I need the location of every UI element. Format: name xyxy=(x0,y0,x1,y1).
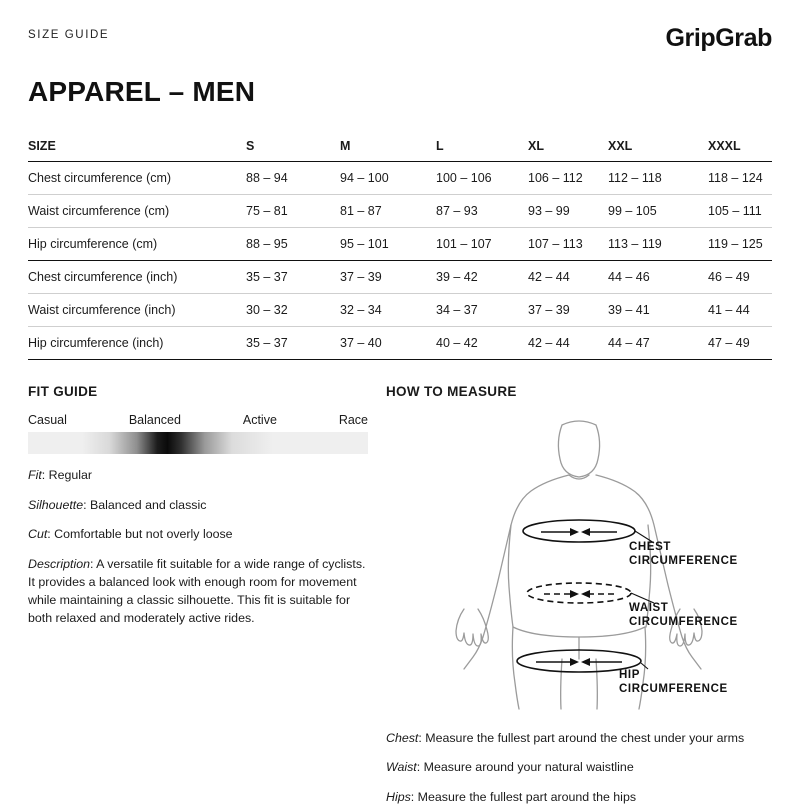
silhouette-key: Silhouette xyxy=(28,497,84,512)
silhouette-value: : Balanced and classic xyxy=(83,497,207,512)
column-header-xl: XL xyxy=(528,139,544,153)
fit-scale-active: Active xyxy=(242,413,277,427)
page-title: APPAREL – MEN xyxy=(28,76,256,107)
cell-m: 95 – 101 xyxy=(340,237,389,251)
waist-label-line2: CIRCUMFERENCE xyxy=(629,615,738,628)
column-header-l: L xyxy=(436,139,444,153)
fit-description xyxy=(28,556,368,628)
fit-scale-labels xyxy=(28,413,368,427)
row-label: Chest circumference (inch) xyxy=(28,270,178,284)
cell-s: 35 – 37 xyxy=(246,336,288,350)
size-table-header-row xyxy=(28,130,772,162)
cell-xl: 93 – 99 xyxy=(528,204,570,218)
waist-measure-line xyxy=(527,583,654,603)
fit-key: Fit xyxy=(28,468,42,482)
cell-xxxl: 46 – 49 xyxy=(708,270,750,284)
chest-label-line1: CHEST xyxy=(629,541,671,553)
column-header-xxl: XXL xyxy=(608,139,633,153)
page-header xyxy=(28,26,772,60)
cell-xxxl: 119 – 125 xyxy=(708,237,763,251)
fit-scale-gradient-bar xyxy=(28,432,368,454)
cell-xxl: 44 – 46 xyxy=(608,270,650,284)
cell-l: 34 – 37 xyxy=(436,303,478,317)
hip-label-line2: CIRCUMFERENCE xyxy=(619,682,728,695)
measure-note-waist-key: Waist xyxy=(386,760,417,775)
chest-label-line2: CIRCUMFERENCE xyxy=(629,554,738,567)
row-label: Hip circumference (inch) xyxy=(28,336,164,350)
cell-l: 100 – 106 xyxy=(436,171,492,185)
cell-s: 88 – 94 xyxy=(246,171,288,185)
column-header-s: S xyxy=(246,139,255,153)
measure-figure xyxy=(386,413,772,718)
row-label: Chest circumference (cm) xyxy=(28,171,172,185)
fit-guide-section xyxy=(28,384,386,806)
cell-m: 81 – 87 xyxy=(340,204,382,218)
cell-l: 40 – 42 xyxy=(436,336,478,350)
table-row xyxy=(28,261,772,294)
column-header-xxxl: XXXL xyxy=(708,139,741,153)
cell-m: 37 – 39 xyxy=(340,270,382,284)
cell-xl: 42 – 44 xyxy=(528,270,570,284)
fit-scale-casual: Casual xyxy=(28,413,67,427)
row-label: Hip circumference (cm) xyxy=(28,237,158,251)
column-header-size: SIZE xyxy=(28,139,56,153)
cell-m: 94 – 100 xyxy=(340,171,389,185)
how-to-measure-section xyxy=(386,384,772,806)
fit-line-silhouette xyxy=(28,497,368,514)
cut-value: : Comfortable but not overly loose xyxy=(47,527,233,542)
fit-scale-balanced: Balanced xyxy=(128,413,181,427)
hip-measure-label xyxy=(619,669,728,697)
size-table-head xyxy=(28,130,772,162)
description-value: : A versatile fit suitable for a wide range of cyclists. It provides a balanced look with enough room for movement while maintaining a classic silhouette. This fit is suitable for both relaxed and moderately active rides. xyxy=(28,557,366,626)
cell-xl: 42 – 44 xyxy=(528,336,570,350)
chest-measure-line xyxy=(523,520,654,543)
fit-line-fit xyxy=(28,467,368,484)
measure-note-chest-text: : Measure the fullest part around the chest under your arms xyxy=(418,731,745,745)
table-row xyxy=(28,294,772,327)
cell-s: 30 – 32 xyxy=(246,303,288,317)
measure-note-hips-key: Hips xyxy=(386,789,411,804)
table-row xyxy=(28,327,772,360)
measure-note-chest xyxy=(386,730,772,747)
cell-xl: 107 – 113 xyxy=(528,237,583,251)
cell-s: 35 – 37 xyxy=(246,270,288,284)
cell-xxl: 99 – 105 xyxy=(608,204,657,218)
hip-label-line1: HIP xyxy=(619,669,640,681)
row-label: Waist circumference (cm) xyxy=(28,204,170,218)
table-row xyxy=(28,195,772,228)
lower-section xyxy=(28,384,772,806)
waist-measure-label xyxy=(629,602,738,630)
cell-xl: 37 – 39 xyxy=(528,303,570,317)
description-key: Description xyxy=(28,557,90,572)
cell-xxxl: 105 – 111 xyxy=(708,204,762,218)
cell-s: 88 – 95 xyxy=(246,237,288,251)
cell-xl: 106 – 112 xyxy=(528,171,583,185)
cell-xxl: 44 – 47 xyxy=(608,336,650,350)
size-table xyxy=(28,130,772,360)
size-table-body xyxy=(28,162,772,360)
cell-m: 32 – 34 xyxy=(340,303,382,317)
table-row xyxy=(28,228,772,261)
cell-xxxl: 41 – 44 xyxy=(708,303,750,317)
measure-note-waist xyxy=(386,759,772,776)
cell-m: 37 – 40 xyxy=(340,336,382,350)
cell-xxl: 112 – 118 xyxy=(608,171,662,185)
eyebrow-label: SIZE GUIDE xyxy=(28,29,110,41)
cell-xxl: 39 – 41 xyxy=(608,303,650,317)
chest-measure-label xyxy=(629,541,738,569)
fit-scale-race: Race xyxy=(338,413,368,427)
measure-note-hips xyxy=(386,789,772,806)
cell-l: 101 – 107 xyxy=(436,237,492,251)
cell-xxl: 113 – 119 xyxy=(608,237,662,251)
fit-line-cut xyxy=(28,526,368,543)
measure-note-hips-text: : Measure the fullest part around the hips xyxy=(410,789,637,804)
fit-value: : Regular xyxy=(41,468,93,482)
brand-logo: GripGrab xyxy=(665,24,772,52)
cell-s: 75 – 81 xyxy=(246,204,288,218)
column-header-m: M xyxy=(340,139,351,153)
cut-key: Cut xyxy=(28,527,48,542)
waist-label-line1: WAIST xyxy=(629,602,669,614)
cell-xxxl: 47 – 49 xyxy=(708,336,750,350)
measure-note-waist-text: : Measure around your natural waistline xyxy=(416,760,634,775)
fit-guide-title: FIT GUIDE xyxy=(28,384,98,399)
table-row xyxy=(28,162,772,195)
cell-l: 39 – 42 xyxy=(436,270,478,284)
measure-note-chest-key: Chest xyxy=(386,731,419,745)
cell-xxxl: 118 – 124 xyxy=(708,171,763,185)
cell-l: 87 – 93 xyxy=(436,204,478,218)
how-to-measure-title: HOW TO MEASURE xyxy=(386,384,517,399)
row-label: Waist circumference (inch) xyxy=(28,303,176,317)
